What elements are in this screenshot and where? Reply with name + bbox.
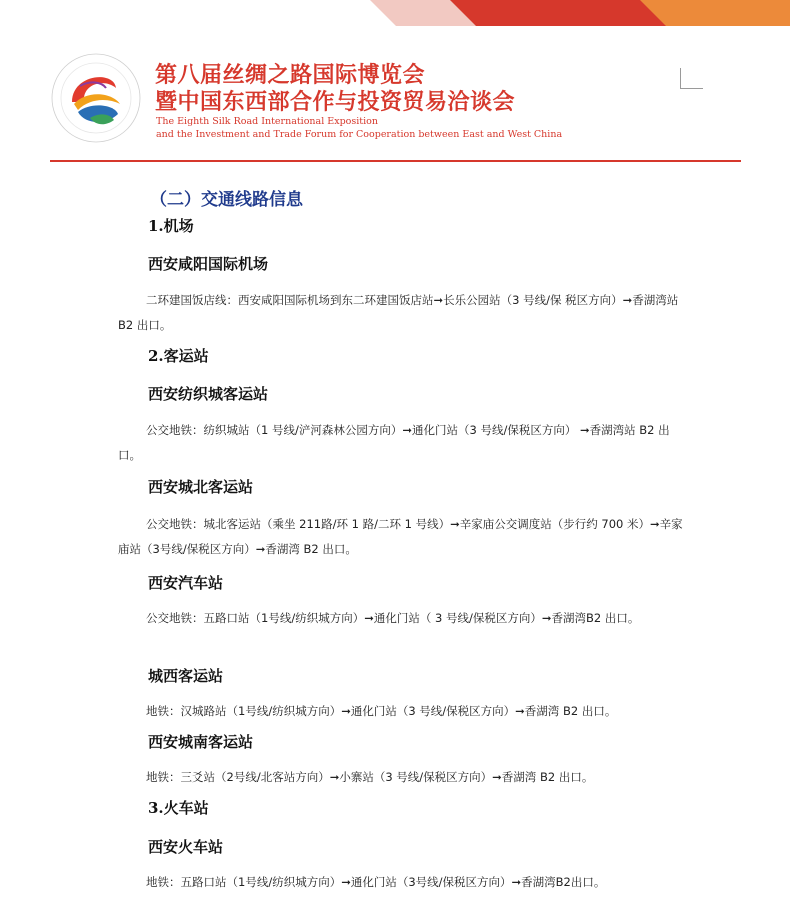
route-description: 地铁：五路口站（1号线/纺织城方向）➞通化门站（3号线/保税区方向）➞香湖湾B2出口。 xyxy=(146,875,606,889)
station-name: 西安咸阳国际机场 xyxy=(148,255,269,273)
category-train-station-heading: 3.火车站 xyxy=(148,799,209,817)
expo-logo xyxy=(50,52,142,144)
route-description: 公交地铁：五路口站（1号线/纺织城方向）➞通化门站（ 3 号线/保税区方向）➞香湖湾B2 出口。 xyxy=(146,611,640,625)
station-name: 城西客运站 xyxy=(148,667,224,685)
header-title-en-line2: and the Investment and Trade Forum for Cooperation between East and West China xyxy=(156,129,563,140)
header-corner-stripes xyxy=(370,0,790,26)
station-name: 西安火车站 xyxy=(148,838,224,856)
header-title-en-line1: The Eighth Silk Road International Exposition xyxy=(156,116,378,127)
category-airport-heading: 1.机场 xyxy=(148,217,194,235)
route-description: 二环建国饭店线：西安咸阳国际机场到东二环建国饭店站➞长乐公园站（3 号线/保 税区方向）➞香湖湾站 B2 出口。 xyxy=(118,293,679,332)
category-bus-station-heading: 2.客运站 xyxy=(148,347,209,365)
station-name: 西安城南客运站 xyxy=(148,733,254,751)
route-description: 公交地铁：纺织城站（1 号线/浐河森林公园方向）➞通化门站（3 号线/保税区方向） ➞香湖湾站 B2 出口。 xyxy=(118,423,670,462)
section-title: （二）交通线路信息 xyxy=(150,190,303,210)
stripe-decoration xyxy=(370,0,790,26)
header-divider xyxy=(50,160,741,162)
station-name: 西安汽车站 xyxy=(148,574,224,592)
crop-corner-mark xyxy=(680,68,703,89)
station-name: 西安纺织城客运站 xyxy=(148,385,269,403)
header-title-cn-line1: 第八届丝绸之路国际博览会 xyxy=(155,63,426,88)
station-name: 西安城北客运站 xyxy=(148,478,254,496)
route-description: 公交地铁：城北客运站（乘坐 211路/环 1 路/二环 1 号线）➞辛家庙公交调度站（步行约 700 米）➞辛家庙站（3号线/保税区方向）➞香湖湾 B2 出口。 xyxy=(118,517,683,556)
route-description: 地铁：三爻站（2号线/北客站方向）➞小寨站（3 号线/保税区方向）➞香湖湾 B2 出口。 xyxy=(146,770,594,784)
route-description: 地铁：汉城路站（1号线/纺织城方向）➞通化门站（3 号线/保税区方向）➞香湖湾 B2 出口。 xyxy=(146,704,617,718)
header-title-cn-line2: 暨中国东西部合作与投资贸易洽谈会 xyxy=(155,90,516,115)
